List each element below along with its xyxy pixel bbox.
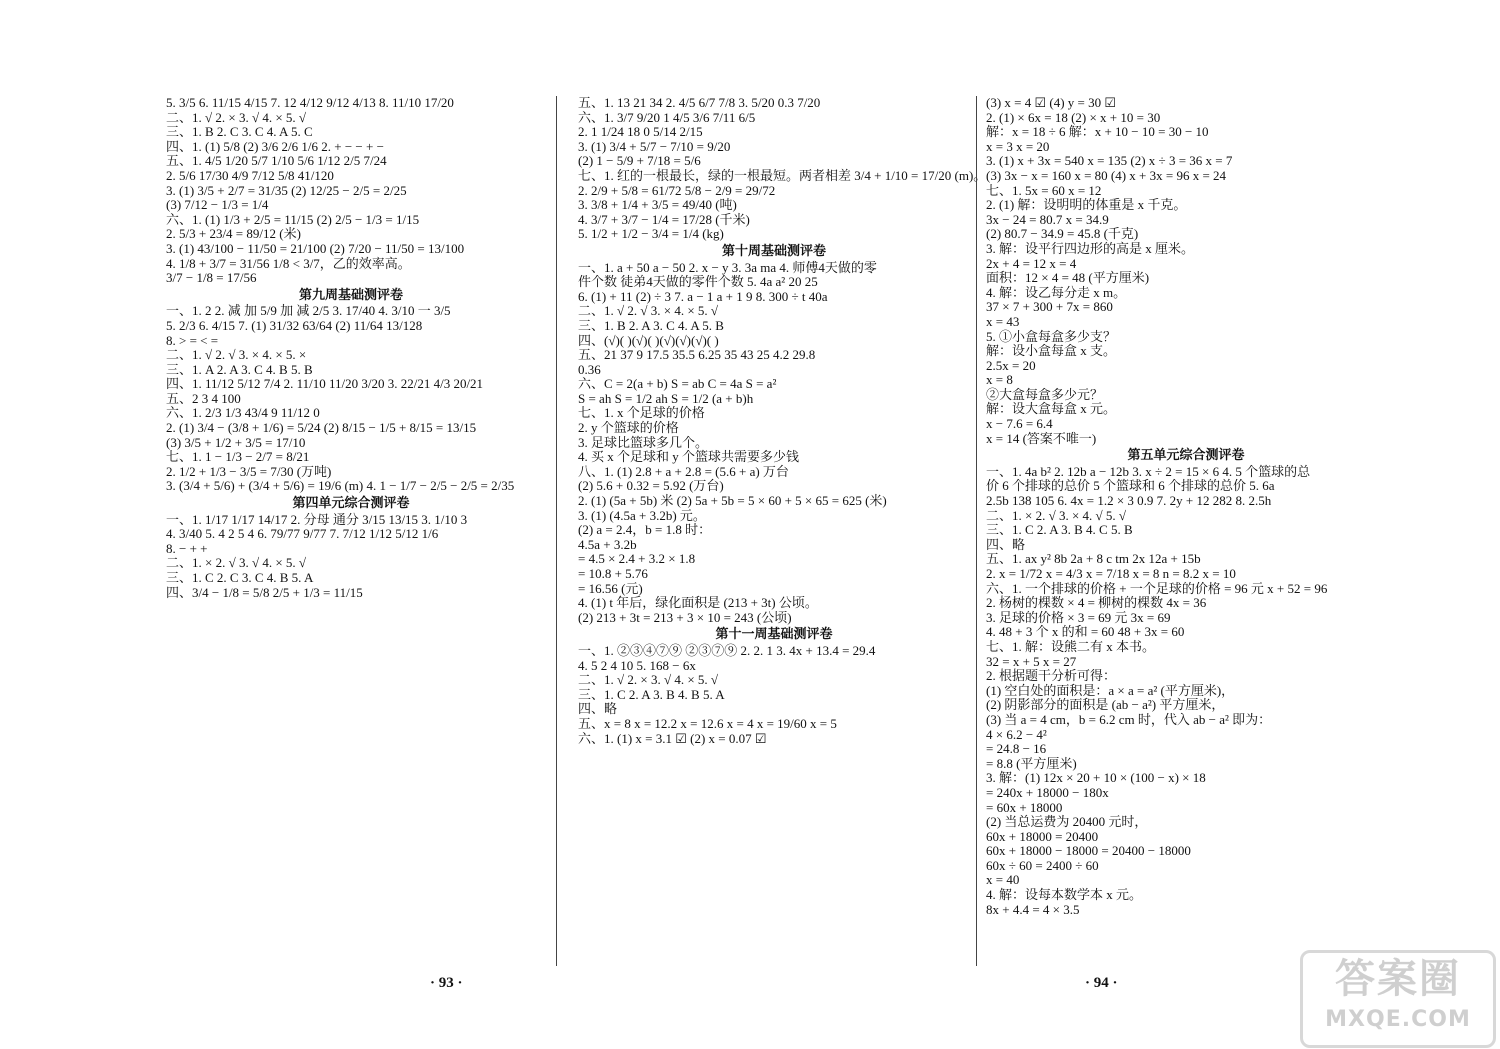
answer-line: (2) 213 + 3t = 213 + 3 × 10 = 243 (公顷) bbox=[578, 609, 792, 625]
answer-line: 四、略 bbox=[578, 701, 618, 717]
answer-line: 七、1. 5x = 60 x = 12 bbox=[986, 182, 1102, 198]
answer-line: 0.36 bbox=[578, 361, 601, 377]
answer-line: 三、1. B 2. C 3. C 4. A 5. C bbox=[166, 124, 313, 140]
answer-line: 3. 足球比篮球多几个。 bbox=[578, 434, 709, 450]
answer-line: 六、1. (1) x = 3.1 ☑ (2) x = 0.07 ☑ bbox=[578, 730, 767, 746]
answer-line: 3. (1) x + 3x = 540 x = 135 (2) x ÷ 3 = 36 x = 7 bbox=[986, 153, 1233, 169]
answer-line: 2.5x = 20 bbox=[986, 357, 1036, 373]
answer-line: 2. (1) (5a + 5b) 米 (2) 5a + 5b = 5 × 60 + 5 × 65 = 625 (米) bbox=[578, 493, 887, 509]
watermark-url: MXQE.COM bbox=[1325, 1007, 1471, 1032]
answer-line: ②大盒每盒多少元？ bbox=[986, 386, 1104, 402]
answer-line: 2.5b 138 105 6. 4x = 1.2 × 3 0.9 7. 2y + 12 282 8. 2.5h bbox=[986, 493, 1272, 509]
answer-line: (2) 1 − 5/9 + 7/18 = 5/6 bbox=[578, 153, 701, 169]
answer-line: 七、1. 1 − 1/3 − 2/7 = 8/21 bbox=[166, 449, 310, 465]
answer-line: (3) 7/12 − 1/3 = 1/4 bbox=[166, 197, 269, 213]
answer-line: 二、1. √ 2. × 3. √ 4. × 5. √ bbox=[166, 109, 307, 125]
answer-line: 4. 48 + 3 个 x 的和 = 60 48 + 3x = 60 bbox=[986, 624, 1185, 640]
answer-line: = 10.8 + 5.76 bbox=[578, 566, 648, 581]
answer-line: 一、1. a + 50 a − 50 2. x − y 3. 3a ma 4. 师傅4天做的零 bbox=[578, 259, 877, 275]
answer-line: (2) 阴影部分的面积是 (ab − a²) 平方厘米， bbox=[986, 697, 1225, 713]
answer-line: 4. 解：设每本数学本 x 元。 bbox=[986, 887, 1143, 903]
answer-line: 二、1. √ 2. √ 3. × 4. × 5. × bbox=[166, 347, 307, 363]
section-title: 第十周基础测评卷 bbox=[721, 242, 826, 258]
answer-line: 二、1. √ 2. × 3. √ 4. × 5. √ bbox=[578, 672, 719, 688]
page-number-left: · 93 · bbox=[430, 975, 463, 991]
answer-line: (2) 当总运费为 20400 元时， bbox=[986, 814, 1148, 830]
section-title: 第四单元综合测评卷 bbox=[292, 495, 410, 511]
answer-line: = 4.5 × 2.4 + 3.2 × 1.8 bbox=[578, 551, 696, 567]
answer-line: (3) 3/5 + 1/2 + 3/5 = 17/10 bbox=[166, 434, 306, 450]
answer-line: 六、1. 3/7 9/20 1 4/5 3/6 7/11 6/5 bbox=[578, 109, 756, 125]
answer-line: 价 6 个排球的总价 5 个篮球和 6 个排球的总价 5. 6a bbox=[986, 478, 1275, 494]
answer-line: 3. (1) (4.5a + 3.2b) 元。 bbox=[578, 507, 706, 523]
answer-line: x − 7.6 = 6.4 bbox=[986, 416, 1053, 432]
answer-line: 60x + 18000 = 20400 bbox=[986, 828, 1099, 844]
answer-line: (3) x = 4 ☑ (4) y = 30 ☑ bbox=[986, 95, 1117, 110]
answer-line: 三、1. C 2. C 3. C 4. B 5. A bbox=[166, 570, 314, 585]
answer-line: (3) 当 a = 4 cm，b = 6.2 cm 时，代入 ab − a² 即为： bbox=[986, 711, 1272, 727]
section-title: 第十一周基础测评卷 bbox=[715, 626, 833, 642]
answer-line: 3. 解：(1) 12x × 20 + 10 × (100 − x) × 18 bbox=[986, 770, 1206, 786]
answer-line: 4. (1) t 年后，绿化面积是 (213 + 3t) 公顷。 bbox=[578, 595, 818, 611]
answer-line: 二、1. √ 2. √ 3. × 4. × 5. √ bbox=[578, 303, 719, 319]
answer-line: 8. > = < = bbox=[166, 332, 219, 348]
answer-line: x = 43 bbox=[986, 313, 1020, 329]
answer-line: x = 8 bbox=[986, 372, 1013, 388]
answer-line: 2. (1) × 6x = 18 (2) × x + 10 = 30 bbox=[986, 109, 1161, 125]
answer-line: 2. y 个篮球的价格 bbox=[578, 420, 679, 436]
answer-line: x = 40 bbox=[986, 872, 1020, 888]
answer-line: 5. ①小盒每盒多少支？ bbox=[986, 328, 1117, 344]
answer-line: 四、(√)( )(√)( )(√)(√)(√)( ) bbox=[578, 332, 719, 348]
answer-line: 6. (1) + 11 (2) ÷ 3 7. a − 1 a + 1 9 8. 300 ÷ t 40a bbox=[578, 288, 828, 304]
answer-line: 二、1. × 2. √ 3. × 4. √ 5. √ bbox=[986, 507, 1127, 523]
answer-line: 五、1. 4/5 1/20 5/7 1/10 5/6 1/12 2/5 7/24 bbox=[166, 153, 387, 169]
answer-line: 四、略 bbox=[986, 536, 1026, 552]
answer-line: 四、1. (1) 5/8 (2) 3/6 2/6 1/6 2. + − − + − bbox=[166, 138, 384, 154]
answer-line: 三、1. B 2. A 3. C 4. A 5. B bbox=[578, 317, 724, 333]
answer-column-2 bbox=[578, 95, 987, 746]
answer-line: 一、1. 1/17 1/17 14/17 2. 分母 通分 3/15 13/15 3. 1/10 3 bbox=[166, 511, 468, 527]
answer-column-3 bbox=[986, 96, 1386, 917]
answer-line: 3. 解：设平行四边形的高是 x 厘米。 bbox=[986, 240, 1195, 256]
answer-line: x = 3 x = 20 bbox=[986, 138, 1050, 154]
answer-line: 六、1. 2/3 1/3 43/4 9 11/12 0 bbox=[166, 405, 320, 421]
answer-line: 五、1. ax y² 8b 2a + 8 c tm 2x 12a + 15b bbox=[986, 551, 1201, 567]
answer-line: 一、1. ②③④⑦⑨ ②③⑦⑨ 2. 2. 1 3. 4x + 13.4 = 29.4 bbox=[578, 642, 876, 658]
answer-line: = 16.56 (元) bbox=[578, 580, 643, 596]
answer-line: 4 × 6.2 − 4² bbox=[986, 726, 1047, 742]
answer-line: 3. 足球的价格 × 3 = 69 元 3x = 69 bbox=[986, 609, 1171, 625]
answer-line: 2. 1 1/24 18 0 5/14 2/15 bbox=[578, 124, 703, 140]
answer-line: (1) 空白处的面积是：a × a = a² (平方厘米)， bbox=[986, 682, 1235, 698]
answer-line: 2. (1) 3/4 − (3/8 + 1/6) = 5/24 (2) 8/15 − 1/5 + 8/15 = 13/15 bbox=[166, 420, 477, 436]
answer-line: 2. 1/2 + 1/3 − 3/5 = 7/30 (万吨) bbox=[166, 463, 332, 479]
answer-line: 3. (1) 3/5 + 2/7 = 31/35 (2) 12/25 − 2/5 = 2/25 bbox=[166, 182, 407, 198]
answer-line: (2) a = 2.4，b = 1.8 时： bbox=[578, 522, 712, 538]
answer-line: 八、1. (1) 2.8 + a + 2.8 = (5.6 + a) 万台 bbox=[578, 463, 789, 479]
answer-line: 四、1. 11/12 5/12 7/4 2. 11/10 11/20 3/20 3. 22/21 4/3 20/21 bbox=[166, 376, 484, 392]
answer-line: 三、1. A 2. A 3. C 4. B 5. B bbox=[166, 361, 313, 377]
answer-line: 3. 3/8 + 1/4 + 3/5 = 49/40 (吨) bbox=[578, 197, 737, 213]
answer-column-1 bbox=[166, 96, 536, 600]
answer-line: 五、x = 8 x = 12.2 x = 12.6 x = 4 x = 19/60 x = 5 bbox=[578, 715, 837, 731]
answer-line: 4. 1/8 + 3/7 = 31/56 1/8 < 3/7，乙的效率高。 bbox=[166, 255, 411, 271]
answer-line: 五、21 37 9 17.5 35.5 6.25 35 43 25 4.2 29.8 bbox=[578, 347, 816, 363]
answer-line: 四、3/4 − 1/8 = 5/8 2/5 + 1/3 = 11/15 bbox=[166, 584, 363, 600]
answer-line: 面积：12 × 4 = 48 (平方厘米) bbox=[986, 270, 1150, 286]
answer-line: (2) 80.7 − 34.9 = 45.8 (千克) bbox=[986, 226, 1139, 242]
section-title: 第九周基础测评卷 bbox=[298, 286, 403, 302]
answer-line: 二、1. × 2. √ 3. √ 4. × 5. √ bbox=[166, 555, 307, 571]
answer-line: = 240x + 18000 − 180x bbox=[986, 784, 1109, 800]
answer-line: 五、1. 13 21 34 2. 4/5 6/7 7/8 3. 5/20 0.3 7/20 bbox=[578, 95, 821, 110]
answer-line: 一、1. 4a b² 2. 12b a − 12b 3. x ÷ 2 = 15 × 6 4. 5 个篮球的总 bbox=[986, 463, 1311, 479]
answer-line: 七、1. 解：设熊二有 x 本书。 bbox=[986, 638, 1156, 654]
answer-line: 4. 解：设乙每分走 x m。 bbox=[986, 284, 1127, 300]
answer-line: = 24.8 − 16 bbox=[986, 741, 1047, 757]
answer-line: 32 = x + 5 x = 27 bbox=[986, 653, 1077, 669]
answer-line: 37 × 7 + 300 + 7x = 860 bbox=[986, 299, 1113, 315]
answer-line: 七、1. x 个足球的价格 bbox=[578, 405, 705, 421]
answer-line: 五、2 3 4 100 bbox=[166, 390, 241, 406]
answer-line: = 8.8 (平方厘米) bbox=[986, 755, 1077, 771]
answer-line: 2. 根据题干分析可得： bbox=[986, 668, 1117, 684]
answer-line: 4. 3/7 + 3/7 − 1/4 = 17/28 (千米) bbox=[578, 211, 750, 227]
answer-line: 六、1. 一个排球的价格 + 一个足球的价格 = 96 元 x + 52 = 96 bbox=[986, 580, 1328, 596]
answer-line: 六、C = 2(a + b) S = ab C = 4a S = a² bbox=[578, 376, 777, 392]
column-divider bbox=[556, 96, 557, 966]
answer-line: 5. 1/2 + 1/2 − 3/4 = 1/4 (kg) bbox=[578, 226, 724, 242]
page-number-right: · 94 · bbox=[1085, 975, 1118, 991]
answer-line: 4. 买 x 个足球和 y 个篮球共需要多少钱 bbox=[578, 449, 800, 465]
answer-line: 3. (3/4 + 5/6) + (3/4 + 5/6) = 19/6 (m) 4. 1 − 1/7 − 2/5 − 2/5 = 2/35 bbox=[166, 478, 515, 494]
answer-line: S = ah S = 1/2 ah S = 1/2 (a + b)h bbox=[578, 390, 754, 406]
answer-line: 2. 5/3 + 23/4 = 89/12 (米) bbox=[166, 226, 301, 242]
answer-line: 一、1. 2 2. 减 加 5/9 加 减 2/5 3. 17/40 4. 3/10 一 3/5 bbox=[166, 303, 451, 319]
answer-line: 解：设大盒每盒 x 元。 bbox=[986, 401, 1117, 417]
watermark-logo bbox=[1300, 950, 1496, 1048]
watermark-text: 答案圈 bbox=[1335, 956, 1461, 1002]
answer-line: 三、1. C 2. A 3. B 4. B 5. A bbox=[578, 686, 725, 702]
answer-line: (3) 3x − x = 160 x = 80 (4) x + 3x = 96 x = 24 bbox=[986, 167, 1227, 183]
answer-line: 4.5a + 3.2b bbox=[578, 536, 637, 552]
answer-line: 60x ÷ 60 = 2400 ÷ 60 bbox=[986, 857, 1099, 873]
answer-line: 3/7 − 1/8 = 17/56 bbox=[166, 270, 257, 286]
answer-line: 2. x = 1/72 x = 4/3 x = 7/18 x = 8 n = 8.2 x = 10 bbox=[986, 566, 1236, 581]
answer-line: 3x − 24 = 80.7 x = 34.9 bbox=[986, 211, 1109, 227]
answer-line: 4. 5 2 4 10 5. 168 − 6x bbox=[578, 657, 696, 673]
answer-line: 8. − + + bbox=[166, 540, 208, 556]
answer-line: = 60x + 18000 bbox=[986, 799, 1063, 815]
answer-line: 2. (1) 解：设明明的体重是 x 千克。 bbox=[986, 197, 1187, 213]
answer-line: 2. 2/9 + 5/8 = 61/72 5/8 − 2/9 = 29/72 bbox=[578, 182, 776, 198]
answer-line: 2. 5/6 17/30 4/9 7/12 5/8 41/120 bbox=[166, 167, 334, 183]
answer-line: 2x + 4 = 12 x = 4 bbox=[986, 255, 1077, 271]
answer-line: 六、1. (1) 1/3 + 2/5 = 11/15 (2) 2/5 − 1/3 = 1/15 bbox=[166, 211, 420, 227]
answer-line: 三、1. C 2. A 3. B 4. C 5. B bbox=[986, 522, 1133, 538]
answer-line: 件个数 徒弟4天做的零件个数 5. 4a a² 20 25 bbox=[578, 274, 818, 290]
answer-line: 5. 2/3 6. 4/15 7. (1) 31/32 63/64 (2) 11/64 13/128 bbox=[166, 317, 423, 333]
section-title: 第五单元综合测评卷 bbox=[1127, 447, 1245, 463]
answer-line: 8x + 4.4 = 4 × 3.5 bbox=[986, 901, 1080, 917]
answer-line: 60x + 18000 − 18000 = 20400 − 18000 bbox=[986, 843, 1191, 859]
answer-line: 解：设小盒每盒 x 支。 bbox=[986, 343, 1117, 359]
answer-line: (2) 5.6 + 0.32 = 5.92 (万台) bbox=[578, 478, 724, 494]
answer-line: 七、1. 红的一根最长，绿的一根最短。两者相差 3/4 + 1/10 = 17/20 (m)。 bbox=[578, 167, 987, 183]
answer-line: 3. (1) 3/4 + 5/7 − 7/10 = 9/20 bbox=[578, 138, 731, 154]
answer-line: 解：x = 18 ÷ 6 解：x + 10 − 10 = 30 − 10 bbox=[986, 124, 1209, 140]
answer-line: 2. 杨树的棵数 × 4 = 柳树的棵数 4x = 36 bbox=[986, 595, 1207, 611]
answer-line: 4. 3/40 5. 4 2 5 4 6. 79/77 9/77 7. 7/12 1/12 5/12 1/6 bbox=[166, 526, 439, 542]
answer-line: x = 14 (答案不唯一) bbox=[986, 430, 1097, 446]
answer-line: 5. 3/5 6. 11/15 4/15 7. 12 4/12 9/12 4/13 8. 11/10 17/20 bbox=[166, 95, 454, 110]
column-divider bbox=[976, 96, 977, 966]
answer-line: 3. (1) 43/100 − 11/50 = 21/100 (2) 7/20 − 11/50 = 13/100 bbox=[166, 240, 465, 256]
